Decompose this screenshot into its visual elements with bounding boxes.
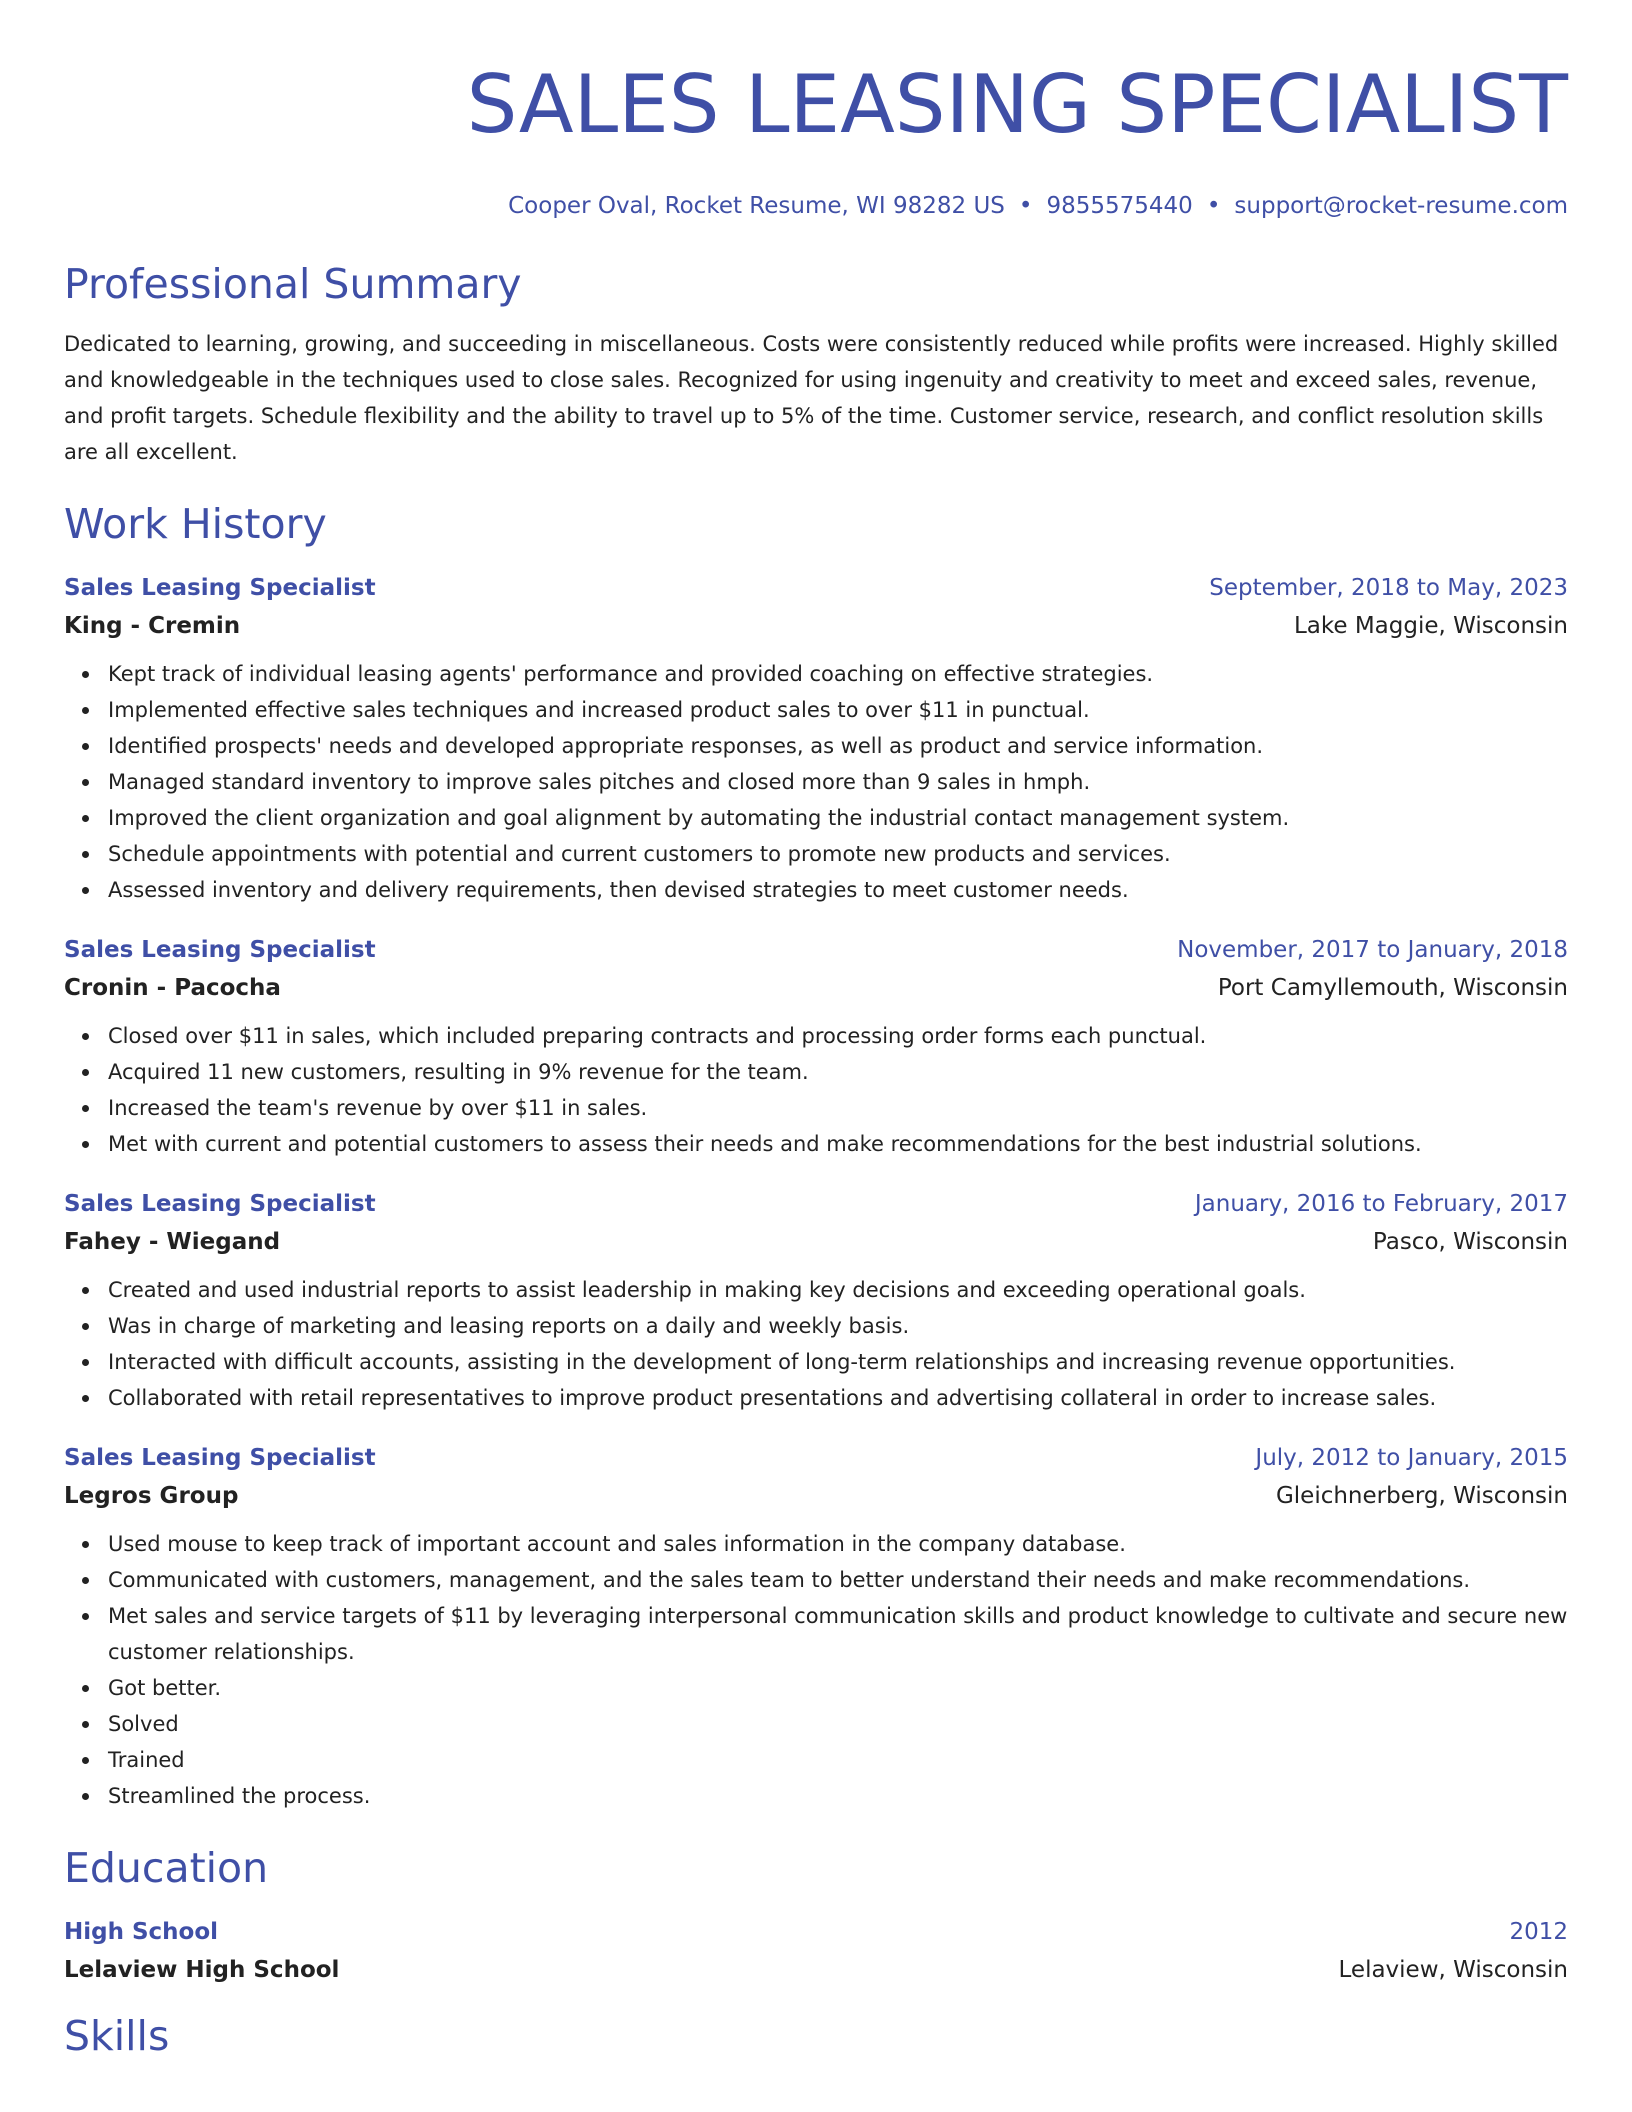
job-dates: January, 2016 to February, 2017 <box>1194 1191 1568 1217</box>
work-entry-header <box>64 934 1568 966</box>
job-title: Sales Leasing Specialist <box>64 937 376 963</box>
school-location: Lelaview, Wisconsin <box>1338 1957 1568 1983</box>
job-bullet: Solved <box>108 1706 1568 1742</box>
job-bullet: Identified prospects' needs and developed appropriate responses, as well as product and service information. <box>108 728 1568 764</box>
contact-separator: • <box>1018 193 1033 219</box>
contact-address: Cooper Oval, Rocket Resume, WI 98282 US <box>508 193 1005 219</box>
work-entry-subheader <box>64 1226 1568 1258</box>
degree: High School <box>64 1919 219 1945</box>
graduation-year: 2012 <box>1509 1919 1568 1945</box>
resume-header <box>64 50 1568 222</box>
work-entry-subheader <box>64 610 1568 642</box>
job-bullet: Schedule appointments with potential and current customers to promote new products and services. <box>108 836 1568 872</box>
contact-email[interactable]: support@rocket-resume.com <box>1234 193 1568 219</box>
summary-text: Dedicated to learning, growing, and succeeding in miscellaneous. Costs were consistently reduced while profits were increased. Highly skilled and knowledgeable in the techniques used to close sales. Recognized for using ingenuity and creativity to meet and exceed sales, revenue, and profit targets. Schedule flexibility and the ability to travel up to 5% of the time. Customer service, research, and conflict resolution skills are all excellent. <box>64 332 1559 464</box>
job-title: Sales Leasing Specialist <box>64 1191 376 1217</box>
job-bullet-list <box>64 1018 1568 1162</box>
job-title: Sales Leasing Specialist <box>64 575 376 601</box>
work-entry <box>64 572 1568 908</box>
job-bullet: Communicated with customers, management, and the sales team to better understand their needs and make recommendations. <box>108 1562 1568 1598</box>
job-bullet-list <box>64 1272 1568 1416</box>
company-name: Cronin - Pacocha <box>64 975 281 1001</box>
job-bullet: Collaborated with retail representatives to improve product presentations and advertising collateral in order to increase sales. <box>108 1380 1568 1416</box>
work-entries <box>64 572 1568 1814</box>
contact-line <box>64 190 1568 222</box>
education-entry-subheader <box>64 1954 1568 1986</box>
job-bullet: Assessed inventory and delivery requirements, then devised strategies to meet customer needs. <box>108 872 1568 908</box>
job-bullet: Increased the team's revenue by over $11 in sales. <box>108 1090 1568 1126</box>
work-entry <box>64 1442 1568 1814</box>
company-name: King - Cremin <box>64 613 241 639</box>
work-history-section <box>64 498 1568 1814</box>
job-bullet: Was in charge of marketing and leasing reports on a daily and weekly basis. <box>108 1308 1568 1344</box>
education-entry-header <box>64 1916 1568 1948</box>
contact-phone: 9855575440 <box>1046 193 1193 219</box>
summary-heading: Professional Summary <box>64 260 522 308</box>
job-dates: November, 2017 to January, 2018 <box>1177 937 1568 963</box>
work-entry <box>64 1188 1568 1416</box>
skills-section <box>64 2010 1568 2062</box>
education-entry <box>64 1916 1568 1986</box>
education-section <box>64 1842 1568 1986</box>
work-entry-header <box>64 1442 1568 1474</box>
work-entry-header <box>64 572 1568 604</box>
work-entry-subheader <box>64 972 1568 1004</box>
summary-section <box>64 258 1568 470</box>
job-bullet: Kept track of individual leasing agents' performance and provided coaching on effective strategies. <box>108 656 1568 692</box>
education-heading: Education <box>64 1844 269 1892</box>
job-bullet: Trained <box>108 1742 1568 1778</box>
job-bullet: Got better. <box>108 1670 1568 1706</box>
resume-title: SALES LEASING SPECIALIST <box>466 58 1568 151</box>
company-name: Legros Group <box>64 1483 239 1509</box>
job-bullet: Acquired 11 new customers, resulting in 9% revenue for the team. <box>108 1054 1568 1090</box>
job-dates: September, 2018 to May, 2023 <box>1209 575 1568 601</box>
job-bullet: Improved the client organization and goal alignment by automating the industrial contact management system. <box>108 800 1568 836</box>
job-location: Port Camyllemouth, Wisconsin <box>1217 975 1568 1001</box>
job-bullet: Met sales and service targets of $11 by leveraging interpersonal communication skills and product knowledge to cultivate and secure new customer relationships. <box>108 1598 1568 1670</box>
job-location: Lake Maggie, Wisconsin <box>1293 613 1568 639</box>
work-history-heading: Work History <box>64 500 327 548</box>
job-bullet: Implemented effective sales techniques and increased product sales to over $11 in punctual. <box>108 692 1568 728</box>
job-location: Gleichnerberg, Wisconsin <box>1275 1483 1568 1509</box>
education-entries <box>64 1916 1568 1986</box>
company-name: Fahey - Wiegand <box>64 1229 281 1255</box>
job-title: Sales Leasing Specialist <box>64 1445 376 1471</box>
job-bullet: Closed over $11 in sales, which included preparing contracts and processing order forms each punctual. <box>108 1018 1568 1054</box>
job-bullet: Created and used industrial reports to assist leadership in making key decisions and exceeding operational goals. <box>108 1272 1568 1308</box>
job-location: Pasco, Wisconsin <box>1372 1229 1568 1255</box>
job-bullet-list <box>64 656 1568 908</box>
school-name: Lelaview High School <box>64 1957 340 1983</box>
job-bullet: Managed standard inventory to improve sales pitches and closed more than 9 sales in hmph. <box>108 764 1568 800</box>
skills-heading: Skills <box>64 2012 170 2060</box>
job-bullet: Interacted with difficult accounts, assisting in the development of long-term relationships and increasing revenue opportunities. <box>108 1344 1568 1380</box>
job-bullet: Met with current and potential customers to assess their needs and make recommendations for the best industrial solutions. <box>108 1126 1568 1162</box>
job-bullet: Used mouse to keep track of important account and sales information in the company database. <box>108 1526 1568 1562</box>
job-dates: July, 2012 to January, 2015 <box>1255 1445 1568 1471</box>
job-bullet: Streamlined the process. <box>108 1778 1568 1814</box>
work-entry-subheader <box>64 1480 1568 1512</box>
contact-separator: • <box>1206 193 1221 219</box>
work-entry <box>64 934 1568 1162</box>
job-bullet-list <box>64 1526 1568 1814</box>
work-entry-header <box>64 1188 1568 1220</box>
